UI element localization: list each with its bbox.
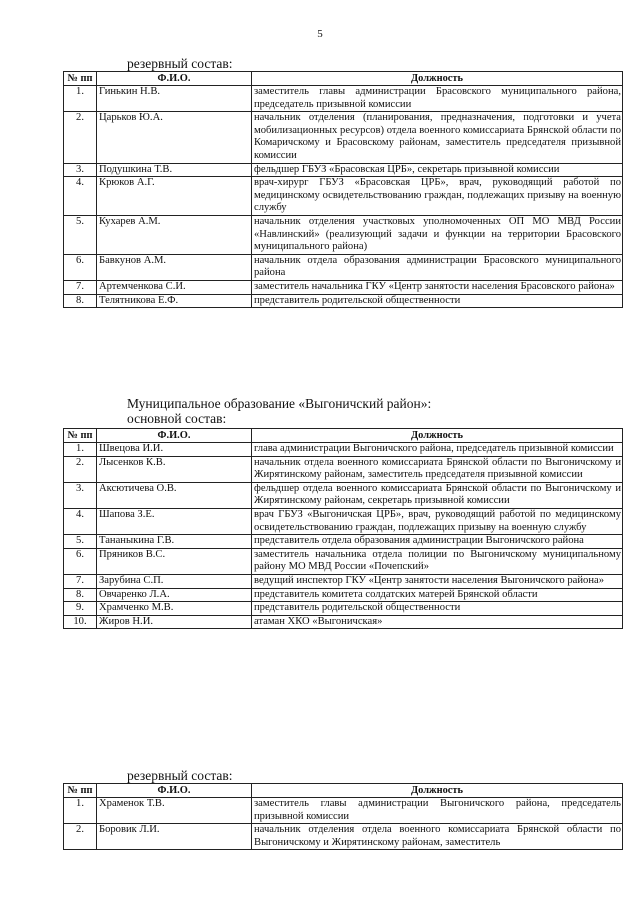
person-name: Артемченкова С.И. (97, 280, 252, 294)
position-description: начальник отделения участковых уполномоченных ОП МО МВД России «Навлинский» (реализующий задачи и функции на территории Брасовского муниципального района) (252, 215, 623, 254)
header-name: Ф.И.О. (97, 784, 252, 798)
header-position: Должность (252, 429, 623, 443)
section3-caption: резервный состав: (127, 768, 233, 783)
row-number: 6. (64, 254, 97, 280)
table-row (64, 535, 623, 549)
header-name: Ф.И.О. (97, 429, 252, 443)
section1-caption: резервный состав: (127, 56, 233, 71)
header-number: № пп (64, 72, 97, 86)
row-number: 7. (64, 574, 97, 588)
row-number: 3. (64, 163, 97, 177)
row-number: 9. (64, 602, 97, 616)
table-row (64, 294, 623, 308)
table-row (64, 177, 623, 216)
position-description: заместитель начальника ГКУ «Центр занятости населения Брасовского района» (252, 280, 623, 294)
table-row (64, 112, 623, 163)
position-description: фельдшер отдела военного комиссариата Брянской области по Выгоничскому и Жирятинскому районам, секретарь призывной комиссии (252, 482, 623, 508)
person-name: Бавкунов А.М. (97, 254, 252, 280)
table-row (64, 588, 623, 602)
row-number: 3. (64, 482, 97, 508)
row-number: 10. (64, 615, 97, 629)
person-name: Аксютичева О.В. (97, 482, 252, 508)
person-name: Боровик Л.И. (97, 824, 252, 850)
person-name: Шапова З.Е. (97, 508, 252, 534)
table-header-row (64, 72, 623, 86)
table-row (64, 508, 623, 534)
table-row (64, 548, 623, 574)
row-number: 2. (64, 824, 97, 850)
header-position: Должность (252, 72, 623, 86)
person-name: Швецова И.И. (97, 443, 252, 457)
table-row (64, 215, 623, 254)
table-row (64, 280, 623, 294)
table-row (64, 254, 623, 280)
position-description: врач-хирург ГБУЗ «Брасовская ЦРБ», врач, руководящий работой по медицинскому освидетельствованию граждан, подлежащих призыву на военную службу (252, 177, 623, 216)
row-number: 4. (64, 177, 97, 216)
position-description: начальник отделения отдела военного комиссариата Брянской области по Выгоничскому и Жирятинскому районам, заместитель (252, 824, 623, 850)
position-description: представитель комитета солдатских матерей Брянской области (252, 588, 623, 602)
position-description: представитель родительской общественности (252, 602, 623, 616)
position-description: фельдшер ГБУЗ «Брасовская ЦРБ», секретарь призывной комиссии (252, 163, 623, 177)
row-number: 4. (64, 508, 97, 534)
table-row (64, 443, 623, 457)
person-name: Лысенков К.В. (97, 456, 252, 482)
row-number: 5. (64, 535, 97, 549)
section1-table (63, 71, 623, 308)
person-name: Храменок Т.В. (97, 798, 252, 824)
row-number: 7. (64, 280, 97, 294)
person-name: Пряников В.С. (97, 548, 252, 574)
person-name: Овчаренко Л.А. (97, 588, 252, 602)
table-row (64, 602, 623, 616)
page-number: 5 (317, 28, 323, 40)
position-description: начальник отделения (планирования, предназначения, подготовки и учета мобилизационных ресурсов) отдела военного комиссариата Брянской области по Комаричскому и Брасовскому районам, заместитель председателя призывной комиссии (252, 112, 623, 163)
person-name: Телятникова Е.Ф. (97, 294, 252, 308)
table-row (64, 163, 623, 177)
row-number: 6. (64, 548, 97, 574)
person-name: Тананыкина Г.В. (97, 535, 252, 549)
table-row (64, 798, 623, 824)
section3-table (63, 783, 623, 850)
person-name: Крюков А.Г. (97, 177, 252, 216)
position-description: заместитель начальника отдела полиции по Выгоничскому муниципальному району МО МВД России «Почепский» (252, 548, 623, 574)
row-number: 1. (64, 443, 97, 457)
header-number: № пп (64, 784, 97, 798)
person-name: Кухарев А.М. (97, 215, 252, 254)
row-number: 1. (64, 86, 97, 112)
row-number: 2. (64, 112, 97, 163)
table-row (64, 456, 623, 482)
table-header-row (64, 429, 623, 443)
municipality-title: Муниципальное образование «Выгоничский район»: (127, 396, 432, 411)
row-number: 2. (64, 456, 97, 482)
table-row (64, 482, 623, 508)
person-name: Царьков Ю.А. (97, 112, 252, 163)
person-name: Гинькин Н.В. (97, 86, 252, 112)
position-description: начальник отдела военного комиссариата Брянской области по Выгоничскому и Жирятинскому районам, заместитель председателя призывной комиссии (252, 456, 623, 482)
person-name: Жиров Н.И. (97, 615, 252, 629)
section2-caption: основной состав: (127, 411, 227, 426)
position-description: глава администрации Выгоничского района, председатель призывной комиссии (252, 443, 623, 457)
header-number: № пп (64, 429, 97, 443)
table-row (64, 574, 623, 588)
position-description: представитель отдела образования администрации Выгоничского района (252, 535, 623, 549)
table-row (64, 615, 623, 629)
row-number: 8. (64, 294, 97, 308)
table-row (64, 86, 623, 112)
position-description: начальник отдела образования администрации Брасовского муниципального района (252, 254, 623, 280)
header-name: Ф.И.О. (97, 72, 252, 86)
position-description: атаман ХКО «Выгоничская» (252, 615, 623, 629)
table-header-row (64, 784, 623, 798)
position-description: ведущий инспектор ГКУ «Центр занятости населения Выгоничского района» (252, 574, 623, 588)
position-description: заместитель главы администрации Выгоничского района, председатель призывной комиссии (252, 798, 623, 824)
header-position: Должность (252, 784, 623, 798)
row-number: 5. (64, 215, 97, 254)
position-description: представитель родительской общественности (252, 294, 623, 308)
table-row (64, 824, 623, 850)
position-description: врач ГБУЗ «Выгоничская ЦРБ», врач, руководящий работой по медицинскому освидетельствованию граждан, подлежащих призыву на военную службу (252, 508, 623, 534)
section2-table (63, 428, 623, 629)
person-name: Подушкина Т.В. (97, 163, 252, 177)
person-name: Храмченко М.В. (97, 602, 252, 616)
position-description: заместитель главы администрации Брасовского муниципального района, председатель призывной комиссии (252, 86, 623, 112)
row-number: 1. (64, 798, 97, 824)
person-name: Зарубина С.П. (97, 574, 252, 588)
row-number: 8. (64, 588, 97, 602)
